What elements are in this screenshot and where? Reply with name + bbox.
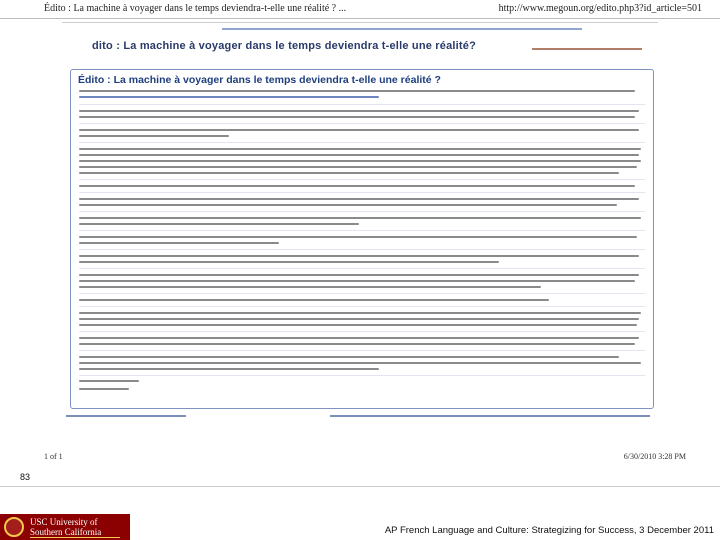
slide-caption: AP French Language and Culture: Strategizing for Success, 3 December 2011 xyxy=(384,525,714,536)
divider xyxy=(79,350,645,351)
page-heading xyxy=(62,37,658,59)
divider xyxy=(79,142,645,143)
footer-link[interactable] xyxy=(66,415,186,417)
divider xyxy=(79,331,645,332)
text-line xyxy=(79,312,641,314)
text-line xyxy=(79,135,229,137)
divider xyxy=(79,375,645,376)
text-line xyxy=(79,160,641,162)
print-footer-datetime: 6/30/2010 3:28 PM xyxy=(623,452,686,461)
text-line xyxy=(79,110,639,112)
divider xyxy=(79,306,645,307)
text-line xyxy=(79,148,641,150)
text-line xyxy=(79,356,619,358)
divider xyxy=(79,104,645,105)
text-line xyxy=(79,318,639,320)
text-line xyxy=(79,362,641,364)
divider xyxy=(79,230,645,231)
divider xyxy=(79,293,645,294)
text-line xyxy=(79,343,635,345)
divider xyxy=(79,192,645,193)
text-line xyxy=(79,286,541,288)
breadcrumb-link[interactable] xyxy=(222,28,582,30)
text-line xyxy=(79,255,639,257)
usc-seal-icon xyxy=(4,517,24,537)
page-heading-link[interactable] xyxy=(532,48,642,50)
text-line xyxy=(79,388,129,390)
text-line xyxy=(79,280,635,282)
text-line xyxy=(79,204,617,206)
text-line xyxy=(79,368,379,370)
footer-link[interactable] xyxy=(330,415,650,417)
text-line xyxy=(79,172,619,174)
print-footer xyxy=(44,452,714,464)
slide-page-number: 83 xyxy=(20,472,31,482)
print-footer-page-count: 1 of 1 xyxy=(44,452,63,461)
text-line xyxy=(79,90,635,92)
text-line xyxy=(79,223,359,225)
print-header-url[interactable]: http://www.megoun.org/edito.php3?id_article=501 xyxy=(498,3,702,14)
divider xyxy=(79,179,645,180)
page-heading-text: dito : La machine à voyager dans le temps deviendra t-elle une réalité? xyxy=(92,40,477,52)
text-line xyxy=(79,337,639,339)
logo-accent-rule xyxy=(30,537,120,538)
text-line xyxy=(79,116,635,118)
usc-logo-text: USC University of Southern California xyxy=(30,517,102,537)
printed-web-page xyxy=(62,22,658,433)
print-header-title: Édito : La machine à voyager dans le temps deviendra-t-elle une réalité ? ... xyxy=(44,3,347,14)
text-line xyxy=(79,261,499,263)
article-body xyxy=(79,90,645,390)
text-line xyxy=(79,380,139,382)
page-footer-links xyxy=(62,415,658,421)
text-line xyxy=(79,274,639,276)
text-line xyxy=(79,166,637,168)
text-line xyxy=(79,236,637,238)
usc-logo xyxy=(0,514,130,540)
text-line xyxy=(79,242,279,244)
divider xyxy=(79,123,645,124)
divider xyxy=(79,268,645,269)
article-box xyxy=(70,69,654,409)
text-line xyxy=(79,324,637,326)
breadcrumb-links xyxy=(62,28,658,36)
text-line xyxy=(79,129,639,131)
article-title: Édito : La machine à voyager dans le temps deviendra t-elle une réalité ? xyxy=(78,74,441,86)
text-line xyxy=(79,185,635,187)
text-line xyxy=(79,154,639,156)
text-line xyxy=(79,198,639,200)
text-line xyxy=(79,299,549,301)
divider xyxy=(79,249,645,250)
divider xyxy=(0,486,720,487)
print-header xyxy=(0,0,720,19)
text-line[interactable] xyxy=(79,96,379,98)
text-line xyxy=(79,217,641,219)
divider xyxy=(79,211,645,212)
